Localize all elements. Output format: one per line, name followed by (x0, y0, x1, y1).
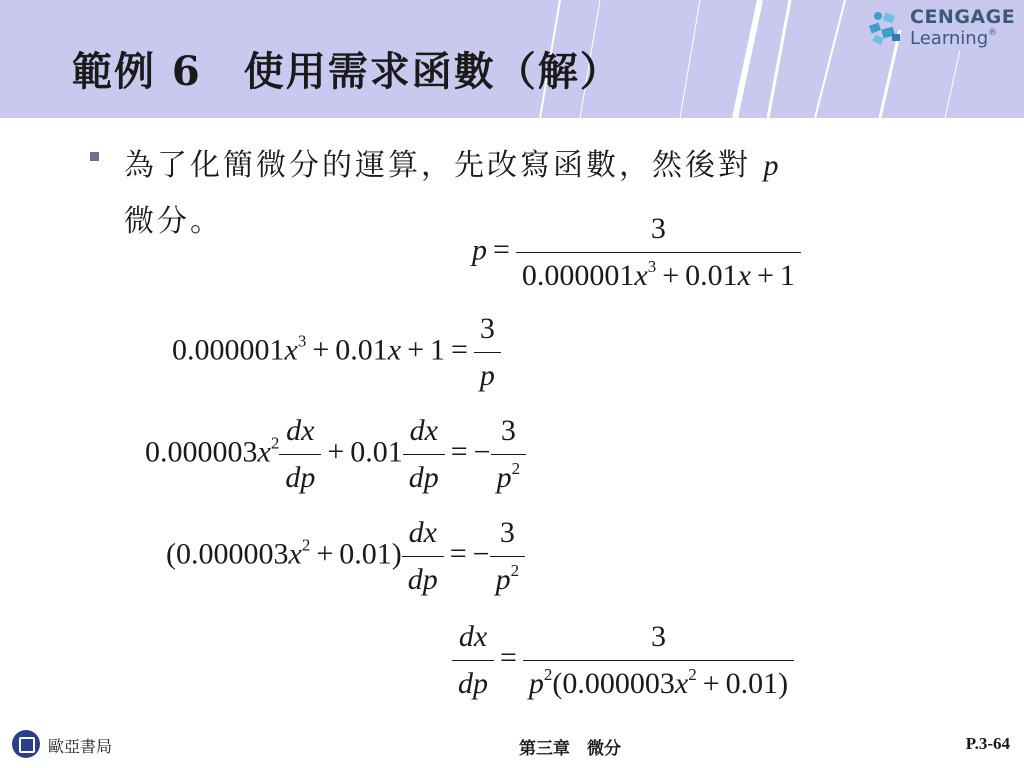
eq2-coef-a: 0.000001 (172, 333, 285, 367)
eq1-var-x2: x (737, 259, 751, 292)
eq3-derivative-1 (279, 414, 321, 495)
eq1-var-x: x (634, 259, 648, 292)
eq5-rparen: ) (778, 667, 789, 700)
bullet-square-icon (90, 152, 99, 161)
eq4-var-x: x (288, 537, 302, 571)
eq5-den-p-exp: 2 (543, 665, 553, 684)
eq1-denominator (516, 252, 801, 293)
eq5-dx: dx (458, 620, 488, 653)
slide-header (0, 0, 1024, 118)
page-number: P.3-64 (965, 734, 1010, 753)
eq3-d1-num (279, 414, 321, 454)
eq4-coef-b: 0.01 (339, 537, 392, 571)
equation-1 (472, 212, 801, 293)
publisher-logo-icon (12, 730, 40, 758)
eq5-dp: dp (458, 667, 488, 700)
eq1-equals: = (493, 233, 510, 267)
eq4-equals: = (449, 537, 467, 571)
eq4-dp: dp (407, 563, 438, 596)
logo-subword (910, 28, 997, 49)
eq5-d-num (452, 620, 494, 660)
eq3-exp: 2 (270, 433, 280, 453)
eq3-d2-den (403, 454, 445, 495)
bullet-variable: p (763, 149, 782, 182)
eq3-derivative-2 (403, 414, 445, 495)
eq4-den-exp: 2 (510, 561, 520, 580)
eq2-plus-2: + (407, 333, 424, 367)
eq4-dx: dx (408, 516, 437, 549)
slide-title: 範例 6 使用需求函數（解） (72, 48, 622, 95)
eq4-coef-a: 0.000003 (176, 537, 289, 571)
eq3-coef-a: 0.000003 (145, 435, 258, 469)
eq5-numerator: 3 (651, 620, 667, 653)
cengage-logo (866, 4, 1016, 54)
eq2-var-x2: x (387, 333, 402, 367)
publisher-name: 歐亞書局 (48, 737, 113, 756)
eq3-minus: − (473, 435, 491, 469)
eq3-den-exp: 2 (511, 459, 521, 478)
eq5-var-x: x (674, 667, 689, 700)
bullet-text-main: 為了化簡微分的運算，先改寫函數，然後對 (124, 148, 751, 183)
eq3-var-x: x (257, 435, 271, 469)
eq2-coef-b: 0.01 (335, 333, 388, 367)
eq2-fraction (474, 312, 501, 393)
eq4-lparen: ( (166, 537, 176, 571)
eq5-denominator (523, 660, 794, 701)
eq1-const: 1 (779, 259, 795, 292)
eq4-numerator: 3 (499, 516, 515, 549)
eq5-equals: = (500, 641, 517, 675)
eq5-derivative (452, 620, 494, 701)
eq2-exp: 3 (297, 331, 307, 351)
equation-2 (172, 312, 501, 393)
eq3-dp: dp (285, 461, 316, 494)
eq2-equals: = (451, 333, 468, 367)
eq3-coef-b: 0.01 (350, 435, 403, 469)
eq5-plus: + (702, 667, 720, 700)
eq1-fraction (516, 212, 801, 293)
eq5-exp: 2 (688, 665, 697, 684)
eq2-den-p: p (479, 359, 495, 392)
cengage-logo-icon (866, 6, 906, 50)
logo-wordmark: CENGAGE (910, 6, 1016, 28)
eq4-plus: + (316, 537, 334, 571)
eq4-d-num (402, 516, 444, 556)
logo-trademark: ® (988, 28, 998, 38)
eq4-derivative (402, 516, 444, 597)
eq1-coef-b: 0.01 (685, 259, 738, 292)
eq4-fraction (490, 516, 526, 597)
eq4-den-p: p (495, 563, 511, 596)
footer-chapter: 第三章 微分 (519, 739, 621, 759)
eq5-fraction (523, 620, 794, 701)
eq4-exp: 2 (301, 535, 311, 555)
equation-5 (452, 620, 794, 701)
eq1-numerator: 3 (650, 212, 666, 245)
eq2-plus-1: + (312, 333, 330, 367)
eq1-lhs: p (472, 233, 487, 267)
eq1-coef-a: 0.000001 (521, 259, 635, 292)
eq4-denominator (490, 556, 526, 597)
eq4-d-den (402, 556, 444, 597)
eq3-d2-num (403, 414, 445, 454)
equation-3 (145, 414, 526, 495)
eq3-fraction (491, 414, 527, 495)
eq3-d1-den (279, 454, 321, 495)
eq2-var-x: x (284, 333, 298, 367)
bullet-text-end: 微分。 (124, 204, 223, 239)
eq3-dx: dx (286, 414, 315, 447)
eq2-numerator: 3 (479, 312, 495, 345)
eq1-plus-1: + (662, 259, 680, 292)
equation-4 (166, 516, 525, 597)
eq5-d-den (452, 660, 494, 701)
eq2-denominator (474, 352, 501, 393)
eq4-minus: − (472, 537, 490, 571)
eq5-coef-a: 0.000003 (562, 667, 675, 700)
logo-subword-text: Learning (910, 28, 989, 49)
eq3-dp-2: dp (408, 461, 439, 494)
eq5-lparen: ( (552, 667, 563, 700)
eq3-plus: + (327, 435, 345, 469)
eq2-const: 1 (430, 333, 445, 367)
eq3-dx-2: dx (409, 414, 438, 447)
eq5-den-p: p (528, 667, 544, 700)
eq1-exp: 3 (647, 257, 657, 276)
eq5-coef-b: 0.01 (725, 667, 779, 700)
eq3-den-p: p (496, 461, 512, 494)
eq4-rparen: ) (391, 537, 402, 571)
eq3-denominator (491, 454, 527, 495)
eq3-numerator: 3 (500, 414, 516, 447)
eq1-plus-2: + (757, 259, 774, 292)
eq3-equals: = (450, 435, 468, 469)
